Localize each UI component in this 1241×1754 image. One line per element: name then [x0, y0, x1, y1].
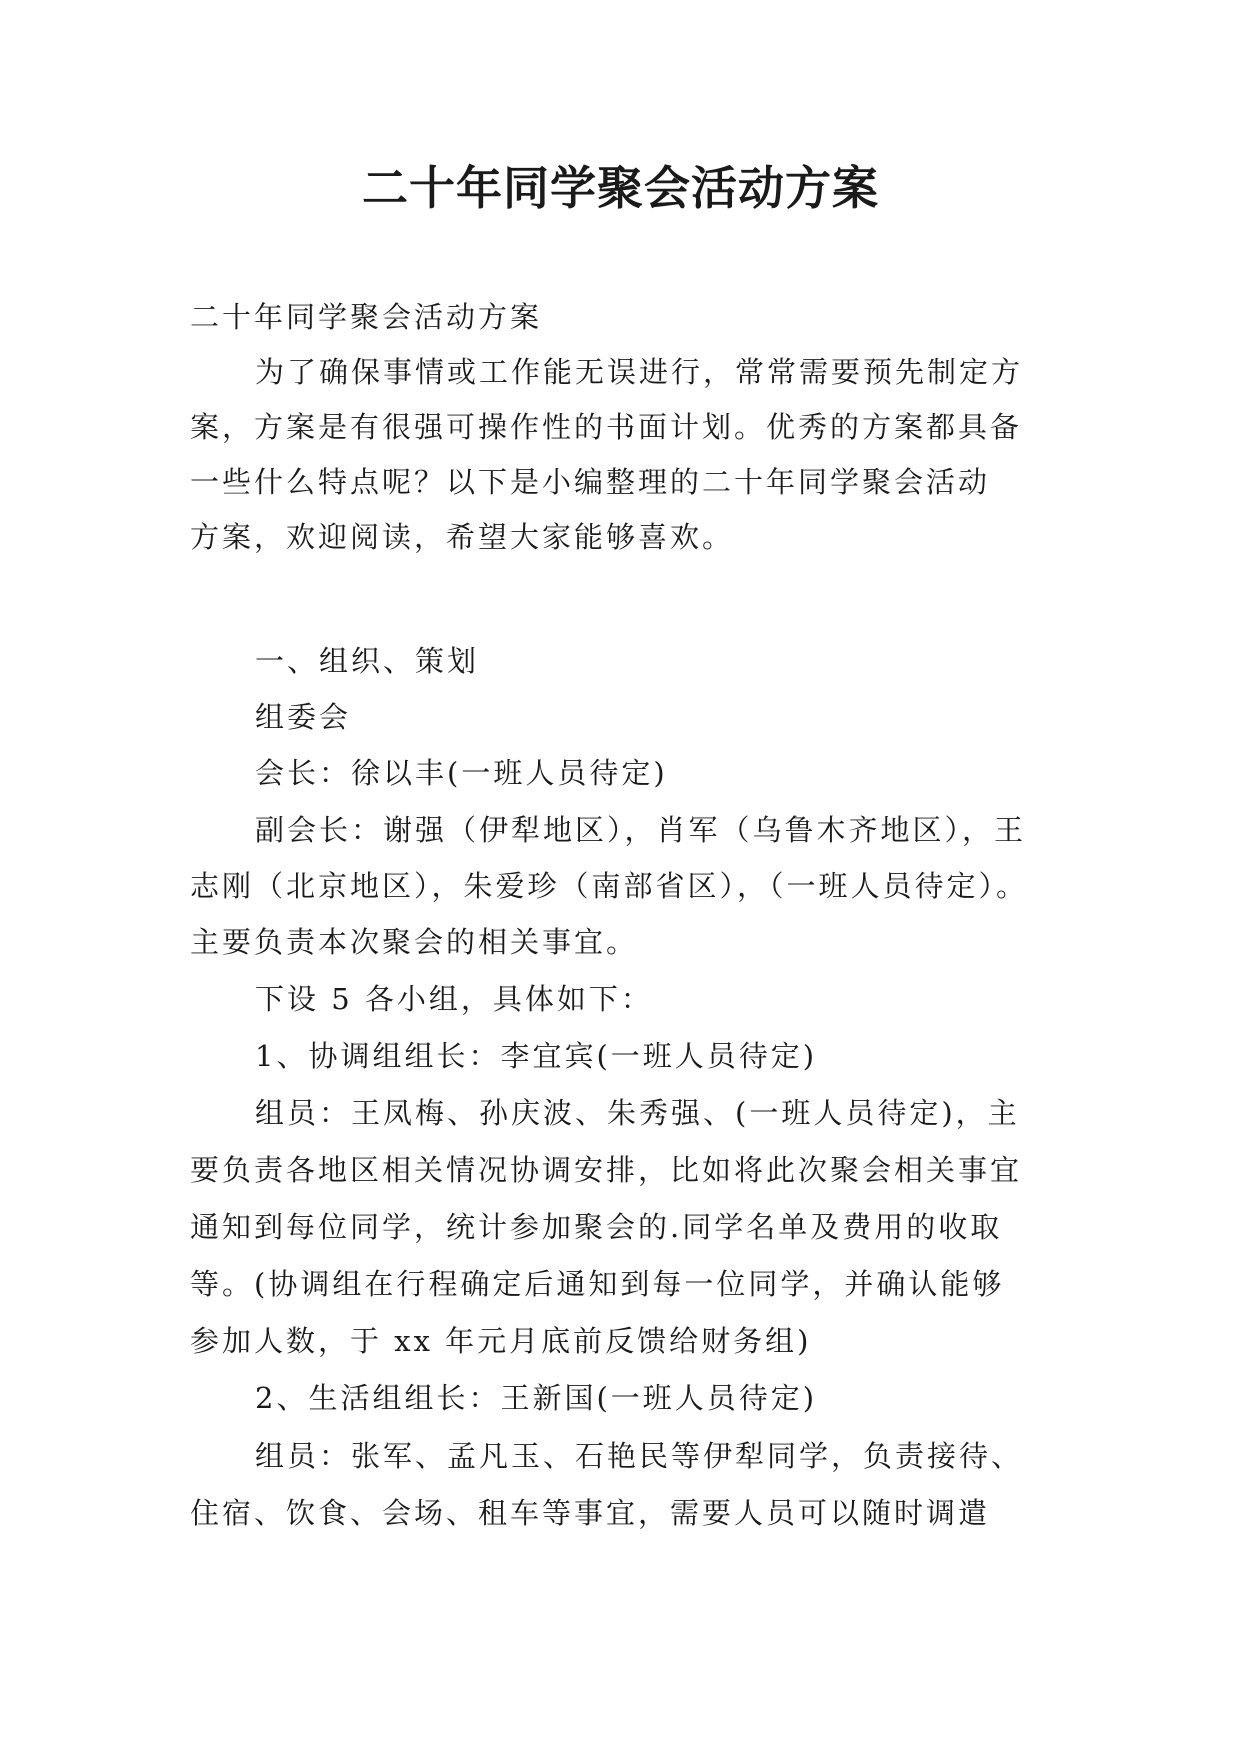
section-heading: 一、组织、策划 — [255, 644, 480, 678]
body-line: 一些什么特点呢？以下是小编整理的二十年同学聚会活动 — [190, 465, 991, 499]
body-line: 副会长：谢强（伊犁地区），肖军（乌鲁木齐地区），王 — [255, 813, 1027, 847]
body-line: 会长：徐以丰(一班人员待定) — [255, 756, 668, 790]
body-line: 住宿、饮食、会场、租车等事宜，需要人员可以随时调遣 — [190, 1496, 991, 1530]
body-line: 下设 5 各小组，具体如下： — [255, 982, 653, 1016]
body-line: 组员：张军、孟凡玉、石艳民等伊犁同学，负责接待、 — [255, 1439, 1024, 1473]
body-line: 为了确保事情或工作能无误进行，常常需要预先制定方 — [255, 355, 1024, 389]
body-line: 通知到每位同学，统计参加聚会的.同学名单及费用的收取 — [190, 1210, 1003, 1244]
body-line: 组员：王凤梅、孙庆波、朱秀强、(一班人员待定)，主 — [255, 1096, 1020, 1130]
body-line: 要负责各地区相关情况协调安排，比如将此次聚会相关事宜 — [190, 1153, 1023, 1187]
body-line: 案，方案是有很强可操作性的书面计划。优秀的方案都具备 — [190, 410, 1023, 444]
body-line: 二十年同学聚会活动方案 — [190, 300, 543, 334]
body-line: 方案，欢迎阅读，希望大家能够喜欢。 — [190, 520, 735, 554]
body-line: 主要负责本次聚会的相关事宜。 — [190, 925, 639, 959]
body-line: 1、协调组组长：李宜宾(一班人员待定) — [255, 1039, 818, 1073]
document-title: 二十年同学聚会活动方案 — [362, 161, 879, 215]
body-line: 2、生活组组长：王新国(一班人员待定) — [255, 1381, 818, 1415]
body-line: 组委会 — [255, 700, 352, 734]
body-line: 志刚（北京地区），朱爱珍（南部省区），（一班人员待定）。 — [190, 869, 1029, 903]
body-line: 参加人数，于 xx 年元月底前反馈给财务组) — [190, 1324, 812, 1358]
body-line: 等。(协调组在行程确定后通知到每一位同学，并确认能够 — [190, 1267, 1005, 1301]
